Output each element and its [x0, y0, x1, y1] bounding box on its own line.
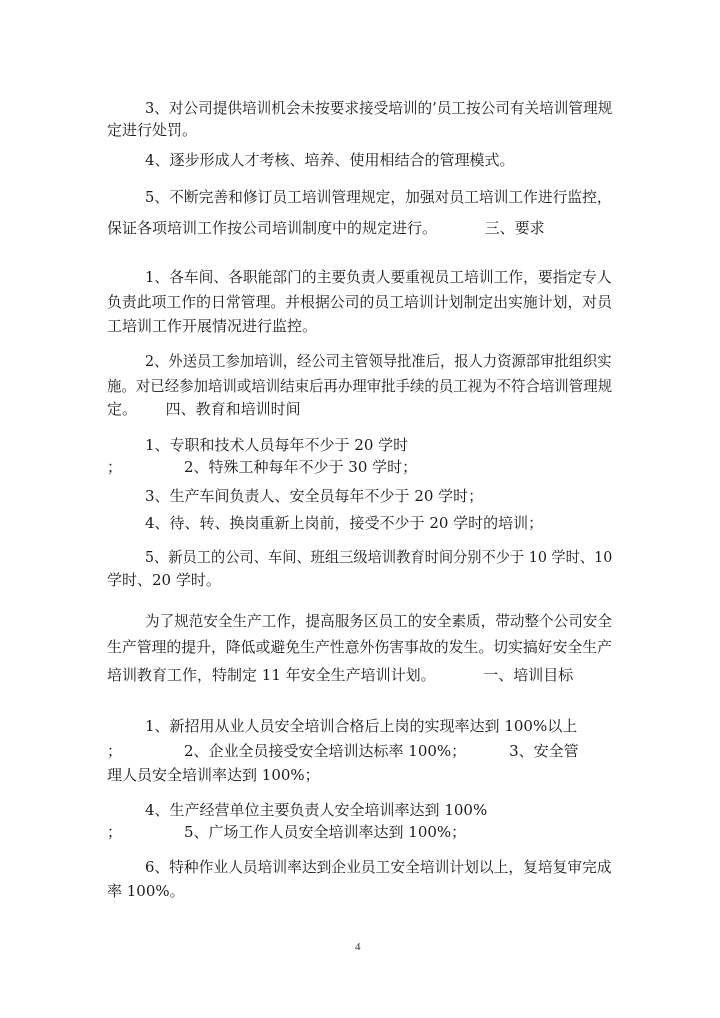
text-line: 学时、20 学时。 [107, 571, 221, 589]
text-line: 定进行处罚。 [107, 121, 198, 139]
text-line: 负责此项工作的日常管理。并根据公司的员工培训计划制定出实施计划，对员 [107, 293, 613, 311]
text-line: 4、待、转、换岗重新上岗前，接受不少于 20 学时的培训； [145, 514, 544, 532]
text-line: ； 5、广场工作人员安全培训率达到 100%； [107, 823, 467, 841]
text-line: 率 100%。 [107, 882, 185, 900]
text-line: ； 2、企业全员接受安全培训达标率 100%； 3、安全管 [107, 742, 579, 760]
text-line: 3、生产车间负责人、安全员每年不少于 20 学时； [145, 487, 484, 505]
text-line: 为了规范安全生产工作，提高服务区员工的安全素质，带动整个公司安全 [145, 612, 613, 630]
text-line: 保证各项培训工作按公司培训制度中的规定进行。 三、要求 [107, 219, 545, 237]
text-line: 4、生产经营单位主要负责人安全培训率达到 100% [145, 801, 488, 819]
text-line: 1、新招用从业人员安全培训合格后上岗的实现率达到 100%以上 [145, 717, 578, 735]
text-line: ； 2、特殊工种每年不少于 30 学时； [107, 458, 418, 476]
text-line: 6、特种作业人员培训率达到企业员工安全培训计划以上，复培复审完成 [145, 858, 612, 876]
text-line: 1、各车间、各职能部门的主要负责人要重视员工培训工作，要指定专人 [145, 268, 612, 286]
text-line: 1、专职和技术人员每年不少于 20 学时 [145, 436, 409, 454]
text-line: 5、不断完善和修订员工培训管理规定，加强对员工培训工作进行监控， [145, 188, 612, 206]
text-line: 施。对已经参加培训或培训结束后再办理审批手续的员工视为不符合培训管理规 [107, 377, 613, 395]
text-line: 理人员安全培训率达到 100%； [107, 766, 320, 784]
text-line: 2、外送员工参加培训，经公司主管领导批准后，报人力资源部审批组织实 [145, 352, 612, 370]
text-line: 4、逐步形成人才考核、培养、使用相结合的管理模式。 [145, 151, 515, 169]
text-line: 生产管理的提升，降低或避免生产性意外伤害事故的发生。切实搞好安全生产 [107, 638, 613, 656]
text-line: 定。 四、教育和培训时间 [107, 400, 301, 418]
text-line: 培训教育工作，特制定 11 年安全生产培训计划。 一、培训目标 [107, 666, 574, 684]
text-line: 5、新员工的公司、车间、班组三级培训教育时间分别不少于 10 学时、10 [145, 548, 613, 566]
page-number: 4 [355, 941, 361, 953]
text-line: 3、对公司提供培训机会未按要求接受培训的’员工按公司有关培训管理规 [145, 99, 613, 117]
text-line: 工培训工作开展情况进行监控。 [107, 317, 318, 335]
